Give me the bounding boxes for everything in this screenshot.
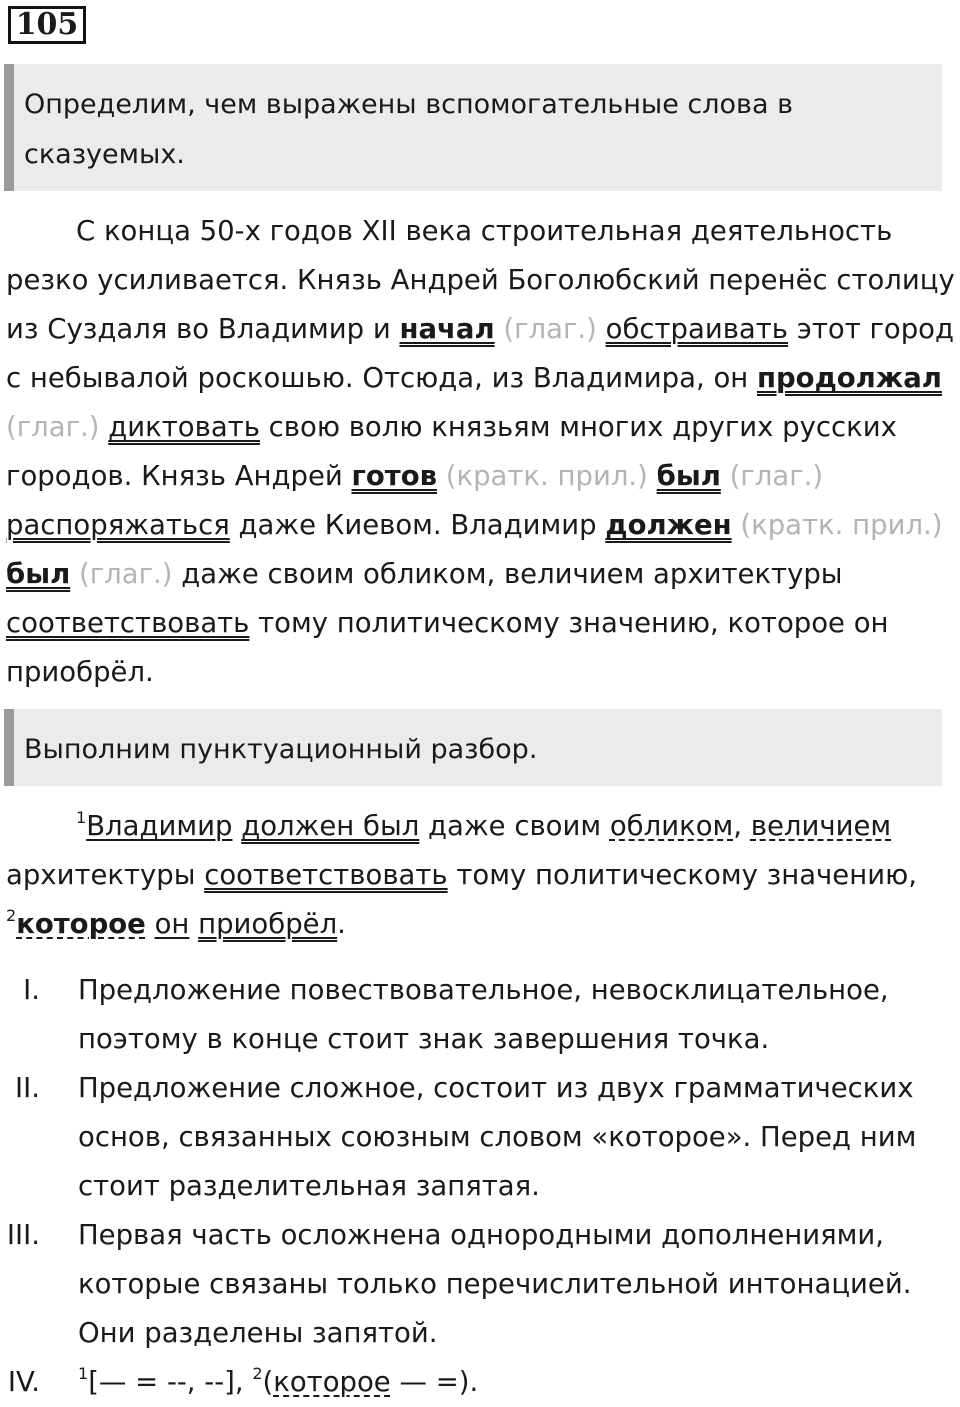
instruction-box-2	[4, 709, 942, 786]
scheme-part: [— = --, --],	[88, 1366, 253, 1398]
clause-number: 1	[78, 1364, 89, 1383]
predicate-aux-word: был	[6, 558, 71, 590]
predicate-aux-word: продолжал	[757, 362, 942, 394]
list-item-number: III.	[6, 1219, 40, 1251]
clause-number: 2	[6, 906, 17, 925]
text-fragment: даже Киевом. Владимир	[229, 509, 606, 541]
source-text-paragraph	[6, 207, 956, 697]
list-item	[0, 1211, 958, 1358]
text-fragment: тому политическому значению,	[447, 859, 917, 891]
predicate-infinitive: соответствовать	[204, 859, 448, 891]
text-fragment: тому политическому значению, которое он приобрёл.	[6, 607, 889, 688]
instruction-text-1: Определим, чем выражены вспомогательные слова в сказуемых.	[24, 89, 793, 170]
predicate-aux-word: готов	[351, 460, 437, 492]
scheme-part: (	[262, 1366, 274, 1398]
predicate-aux-word: был	[656, 460, 721, 492]
list-item-number: IV.	[7, 1366, 40, 1398]
text-fragment: даже своим	[419, 810, 610, 842]
object-word: величием	[750, 810, 892, 842]
part-of-speech-note: (глаг.)	[729, 460, 824, 492]
clause-number: 1	[76, 808, 87, 827]
object-word: обликом	[609, 810, 734, 842]
instruction-box-1	[4, 64, 942, 191]
predicate-infinitive: обстраивать	[605, 313, 789, 345]
part-of-speech-note: (кратк. прил.)	[445, 460, 648, 492]
predicate-aux-word: начал	[399, 313, 495, 345]
conjunctive-word: которое	[16, 908, 146, 940]
list-item	[0, 966, 958, 1064]
exercise-number: 105	[8, 6, 86, 44]
clause-number: 2	[252, 1364, 263, 1383]
part-of-speech-note: (глаг.)	[503, 313, 597, 345]
list-item-text: Предложение повествовательное, невосклицательное, поэтому в конце стоит знак завершения точка.	[78, 974, 889, 1055]
list-item-text: Первая часть осложнена однородными дополнениями, которые связаны только перечислительной интонацией. Они разделены запятой.	[78, 1219, 912, 1349]
predicate-words: должен был	[241, 810, 420, 842]
part-of-speech-note: (кратк. прил.)	[740, 509, 943, 541]
part-of-speech-note: (глаг.)	[78, 558, 173, 590]
list-item-scheme	[0, 1358, 958, 1407]
scheme-conjunctive-word: которое	[273, 1366, 391, 1398]
list-item-number: II.	[15, 1072, 40, 1104]
scheme-part: — =).	[390, 1366, 479, 1398]
predicate-infinitive: диктовать	[108, 411, 260, 443]
text-fragment: ,	[733, 810, 751, 842]
parsed-sentence	[6, 802, 956, 949]
instruction-text-2: Выполним пунктуационный разбор.	[24, 734, 538, 765]
subject-word: он	[154, 908, 190, 940]
list-item-number: I.	[23, 974, 40, 1006]
text-fragment: .	[337, 908, 346, 940]
text-fragment: свою волю князьям многих других русских городов. Князь Андрей	[6, 411, 897, 492]
text-fragment: С конца 50-х годов XII века строительная деятельность резко усиливается. Князь Андрей Боголюбский перенёс столицу из Суздаля во Владимир и	[6, 215, 955, 345]
text-fragment: этот город с небывалой роскошью. Отсюда, из Владимира, он	[6, 313, 955, 394]
list-item-text: Предложение сложное, состоит из двух грамматических основ, связанных союзным словом «которое». Перед ним стоит разделительная запятая.	[78, 1072, 917, 1202]
predicate-word: приобрёл	[198, 908, 338, 940]
part-of-speech-note: (глаг.)	[6, 411, 100, 443]
subject-word: Владимир	[86, 810, 233, 842]
predicate-infinitive: соответствовать	[6, 607, 250, 639]
analysis-list	[0, 966, 960, 1407]
predicate-infinitive: распоряжаться	[6, 509, 230, 541]
text-fragment: архитектуры	[6, 859, 205, 891]
text-fragment: даже своим обликом, величием архитектуры	[172, 558, 843, 590]
predicate-aux-word: должен	[605, 509, 732, 541]
list-item	[0, 1064, 958, 1211]
